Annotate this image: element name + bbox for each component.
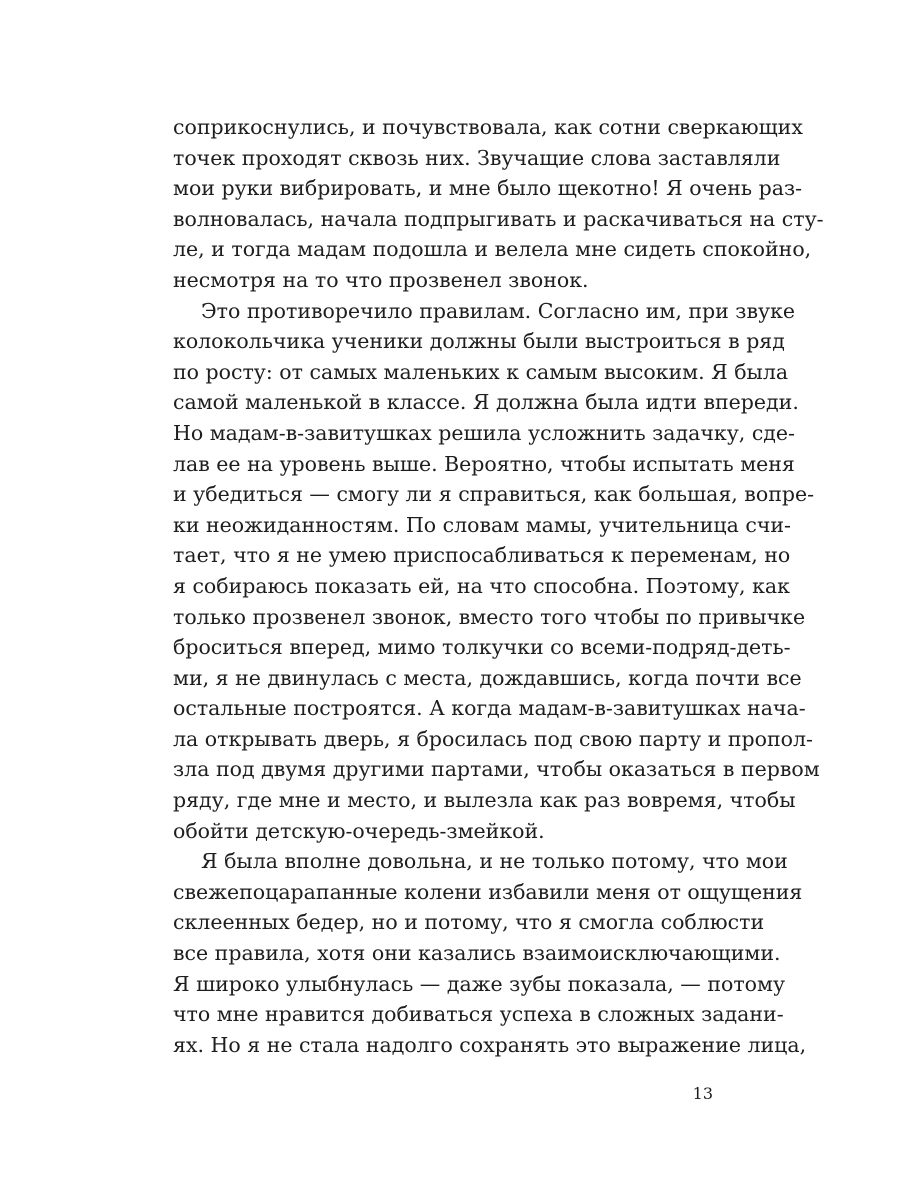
text-line: мои руки вибрировать, и мне было щекотно! Я очень раз- [173, 176, 803, 201]
text-line: по росту: от самых маленьких к самым высоким. Я была [173, 359, 789, 384]
text-line: ла открывать дверь, я бросилась под свою парту и пропол- [173, 726, 813, 751]
text-line: свежепоцарапанные колени избавили меня от ощущения [173, 879, 803, 904]
paragraph [173, 296, 820, 847]
page-number: 13 [692, 1084, 713, 1103]
text-line: колокольчика ученики должны были выстроиться в ряд [173, 329, 785, 354]
paragraph [173, 846, 807, 1060]
text-line: я собираюсь показать ей, на что способна. Поэтому, как [173, 573, 790, 598]
text-line: склеенных бедер, но и потому, что я смогла соблюсти [173, 910, 765, 935]
text-line: соприкоснулись, и почувствовала, как сотни сверкающих [173, 115, 803, 139]
text-line: ки неожиданностям. По словам мамы, учительница счи- [173, 512, 791, 537]
text-line: что мне нравится добиваться успеха в сложных задани- [173, 1002, 784, 1027]
text-line: и убедиться — смогу ли я справиться, как большая, вопре- [173, 482, 815, 507]
paragraph [173, 112, 824, 296]
text-line: броситься вперед, мимо толкучки со всеми-подряд-деть- [173, 635, 791, 660]
text-line: только прозвенел звонок, вместо того чтобы по привычке [173, 604, 806, 629]
body-text [173, 112, 824, 1060]
text-line: Но мадам-в-завитушках решила усложнить задачку, сде- [173, 420, 795, 445]
text-line: лав ее на уровень выше. Вероятно, чтобы испытать меня [173, 451, 795, 476]
text-line: тает, что я не умею приспосабливаться к переменам, но [173, 543, 791, 568]
text-line: волновалась, начала подпрыгивать и раскачиваться на сту- [173, 206, 824, 231]
text-line: ле, и тогда мадам подошла и велела мне сидеть спокойно, [173, 237, 812, 262]
text-line: остальные построятся. А когда мадам-в-завитушках нача- [173, 696, 806, 721]
text-line: Я широко улыбнулась — даже зубы показала, — потому [173, 971, 786, 996]
text-line: ях. Но я не стала надолго сохранять это выражение лица, [173, 1032, 807, 1057]
text-line: ряду, где мне и место, и вылезла как раз вовремя, чтобы [173, 788, 796, 813]
text-line: обойти детскую-очередь-змейкой. [173, 818, 545, 843]
text-line: Это противоречило правилам. Согласно им, при звуке [201, 298, 796, 323]
text-line: ми, я не двинулась с места, дождавшись, когда почти все [173, 665, 802, 690]
text-line: точек проходят сквозь них. Звучащие слова заставляли [173, 145, 781, 170]
text-line: Я была вполне довольна, и не только потому, что мои [201, 849, 788, 874]
text-line: зла под двумя другими партами, чтобы оказаться в первом [173, 757, 820, 782]
text-line: самой маленькой в классе. Я должна была идти впереди. [173, 390, 799, 415]
text-line: все правила, хотя они казались взаимоисключающими. [173, 941, 781, 966]
text-line: несмотря на то что прозвенел звонок. [173, 267, 589, 292]
